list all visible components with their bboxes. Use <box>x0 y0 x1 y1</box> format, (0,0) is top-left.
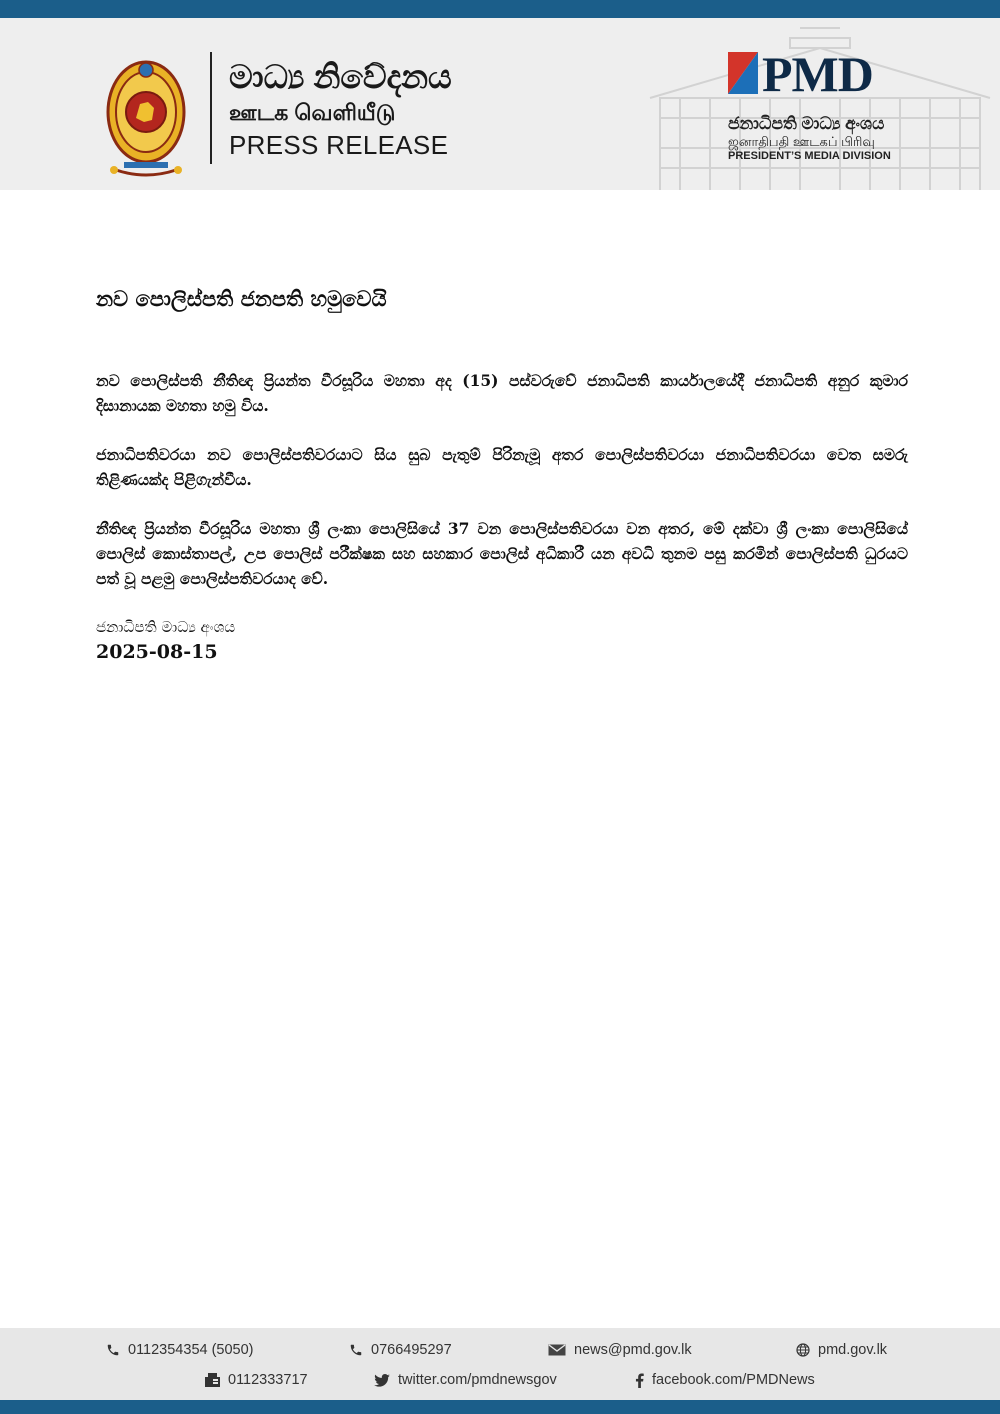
bottom-accent-bar <box>0 1400 1000 1414</box>
mobile-phone-icon <box>349 1343 363 1357</box>
footer-email[interactable] <box>548 1342 692 1358</box>
pmd-logo-mark-icon <box>728 52 758 94</box>
paragraph: ජනාධිපතිවරයා නව පොලිස්පතිවරයාට සිය සුබ පැතුම් පිරිනැමූ අතර පොලිස්පතිවරයා ජනාධිපතිවරයා වෙත සමරු තිළිණයක්ද පිළිගැන්වීය. <box>96 445 908 489</box>
title-divider <box>210 52 212 164</box>
pmd-english-name: PRESIDENT’S MEDIA DIVISION <box>728 150 891 162</box>
pmd-logo <box>728 46 908 102</box>
footer-twitter[interactable] <box>374 1372 557 1388</box>
phone-1-text: 0112354354 (5050) <box>128 1342 254 1358</box>
website-text: pmd.gov.lk <box>818 1342 888 1358</box>
sign-off: ජනාධිපති මාධ්‍ය අංශය <box>96 618 236 636</box>
press-release-masthead <box>229 58 452 160</box>
fax-text: 0112333717 <box>228 1372 308 1388</box>
twitter-text: twitter.com/pmdnewsgov <box>398 1372 557 1388</box>
english-title: PRESS RELEASE <box>229 130 449 160</box>
pmd-logo-text: PMD <box>762 46 873 102</box>
phone-icon <box>106 1343 120 1357</box>
footer-phone-2[interactable] <box>349 1342 452 1358</box>
globe-icon <box>796 1343 810 1357</box>
sinhala-title: මාධ්‍ය නිවේදනය <box>229 58 452 95</box>
fax-icon <box>205 1373 220 1387</box>
letterhead <box>0 18 1000 190</box>
tamil-title: ஊடக வெளியீடு <box>229 100 396 125</box>
pmd-sinhala-name: ජනාධිපති මාධ්‍ය අංශය <box>728 114 885 133</box>
twitter-icon <box>374 1374 390 1387</box>
email-text: news@pmd.gov.lk <box>574 1342 692 1358</box>
release-date: 2025-08-15 <box>96 641 218 663</box>
footer-phone-1[interactable] <box>106 1342 254 1358</box>
pmd-branding <box>728 46 908 164</box>
facebook-text: facebook.com/PMDNews <box>652 1372 815 1388</box>
pmd-tamil-name: ஜனாதிபதி ஊடகப் பிரிவு <box>728 134 875 149</box>
sri-lanka-emblem-icon <box>104 52 188 180</box>
facebook-icon <box>635 1373 644 1388</box>
paragraph: නව පොලිස්පති නීතිඥ ප්‍රියන්ත වීරසූරිය මහතා අද (15) පස්වරුවේ ජනාධිපති කාර්යාලයේදී ජනාධිපති අනුර කුමාර දිසානායක මහතා හමු විය. <box>96 371 908 415</box>
press-release-body <box>96 282 908 665</box>
paragraph: නීතිඥ ප්‍රියන්ත වීරසූරිය මහතා ශ්‍රී ලංකා පොලිසියේ 37 වන පොලිස්පතිවරයා වන අතර, මේ දක්වා ශ්‍රී ලංකා පොලිසියේ පොලිස් කොස්තාපල්, උප පොලිස් පරීක්ෂක සහ සහකාර පොලිස් අධිකාරී යන අවධි තුනම පසු කරමින් පොලිස්පති ධුරයට පත් වූ පළමු පොලිස්පතිවරයාද වේ. <box>96 519 908 588</box>
footer-website[interactable] <box>796 1342 887 1358</box>
contact-footer <box>0 1328 1000 1400</box>
headline: නව පොලිස්පති ජනපති හමුවෙයි <box>96 286 387 311</box>
email-icon <box>548 1344 566 1356</box>
top-accent-bar <box>0 0 1000 18</box>
footer-fax[interactable] <box>205 1372 308 1388</box>
footer-facebook[interactable] <box>635 1372 815 1388</box>
phone-2-text: 0766495297 <box>371 1342 452 1358</box>
